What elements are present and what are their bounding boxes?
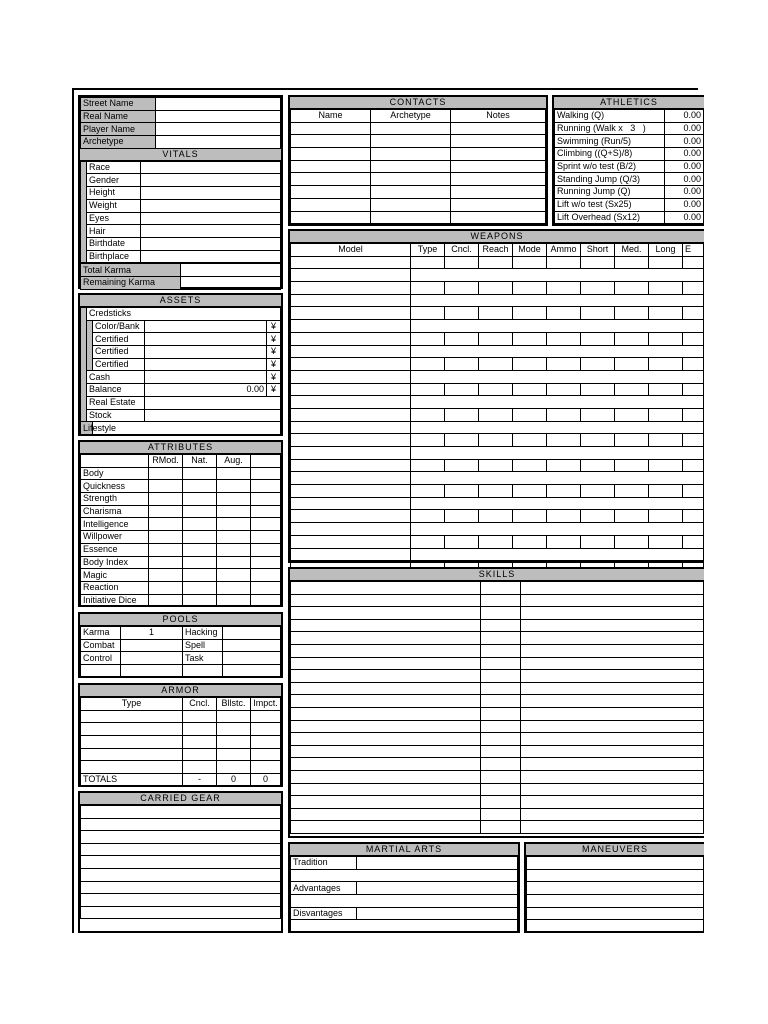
weapon-note[interactable] [291,497,411,510]
athletic-value: 0.00 [665,135,704,148]
maneuver-row[interactable] [527,857,704,870]
balance-value: 0.00 [145,384,267,397]
attr-col-header: RMod. [149,455,183,468]
yen-sign: ¥ [266,384,280,397]
weapons-col-header: Reach [479,244,513,257]
athletic-label: Standing Jump (Q/3) [555,173,665,186]
skill-row[interactable] [291,682,481,695]
stick-value[interactable] [145,346,267,359]
pool-label: Control [81,652,121,665]
assets-table [80,307,281,435]
player-name-field[interactable] [156,123,281,136]
running-label: Running (Walk x [557,123,623,134]
armor-panel [78,683,283,787]
athletic-value: 0.00 [665,148,704,161]
carried-gear-panel [78,791,283,933]
weapons-table [290,243,704,574]
gear-row[interactable] [81,856,281,869]
gear-row[interactable] [81,868,281,881]
skill-row[interactable] [291,607,481,620]
weapons-col-header: Type [411,244,445,257]
gear-row[interactable] [81,881,281,894]
armor-table [80,697,281,787]
pools-table [80,626,281,678]
carried-gear-table [80,805,281,919]
weapon-note[interactable] [291,320,411,333]
balance-label: Balance [87,384,145,397]
weapon-note[interactable] [291,421,411,434]
athletic-value: 0.00 [665,186,704,199]
weapon-row[interactable] [291,535,411,548]
skill-row[interactable] [291,783,481,796]
stick-label: Certified [93,346,145,359]
armor-row[interactable] [81,748,183,761]
contacts-col-header: Name [291,110,371,123]
athletic-value: 0.00 [665,198,704,211]
contact-row[interactable] [291,198,371,211]
armor-total-bllstc: 0 [217,774,251,787]
stick-label: Color/Bank [93,320,145,333]
skill-row[interactable] [291,695,481,708]
weapons-col-header: Mode [513,244,547,257]
weapons-col-header: Ammo [547,244,581,257]
athletic-value: 0.00 [665,173,704,186]
armor-header: ARMOR [80,685,281,697]
weapon-note[interactable] [291,472,411,485]
attr-label: Charisma [81,505,149,518]
armor-row[interactable] [81,723,183,736]
weapons-col-header: Long [649,244,683,257]
vital-label: Birthdate [87,237,141,250]
real-estate-field[interactable] [145,396,281,409]
identity-table [80,97,281,149]
pools-panel [78,612,283,678]
assets-panel [78,293,283,436]
armor-row[interactable] [81,736,183,749]
maneuver-row[interactable] [527,920,704,933]
stick-label: Certified [93,358,145,371]
weapon-note[interactable] [291,447,411,460]
pool-label: Spell [183,639,223,652]
athletics-header: ATHLETICS [554,97,704,109]
contact-row[interactable] [291,148,371,161]
vital-field[interactable] [141,250,281,263]
maneuvers-table [526,856,704,933]
gear-row[interactable] [81,843,281,856]
cash-label: Cash [87,371,145,384]
carried-gear-header: CARRIED GEAR [80,793,281,805]
running-multiplier[interactable]: 3 [630,123,636,134]
armor-row[interactable] [81,761,183,774]
maneuver-row[interactable] [527,882,704,895]
attributes-panel [78,440,283,607]
weapons-panel [288,229,704,563]
stock-label: Stock [87,409,145,422]
vital-label: Weight [87,199,141,212]
armor-col-header: Cncl. [183,698,217,711]
athletic-label: Running Jump (Q) [555,186,665,199]
real-name-field[interactable] [156,110,281,123]
weapon-note[interactable] [291,523,411,536]
cash-value[interactable] [145,371,267,384]
athletics-panel [552,95,704,226]
skill-row[interactable] [291,720,481,733]
attr-label: Quickness [81,480,149,493]
weapons-header: WEAPONS [290,231,704,243]
skills-table [290,581,704,834]
karma-label: Total Karma [81,264,181,277]
gear-row[interactable] [81,818,281,831]
identity-vitals-panel [78,95,283,289]
weapon-note[interactable] [291,370,411,383]
athletic-value: 0.00 [665,122,704,135]
weapons-col-header: Cncl. [445,244,479,257]
athletic-value: 0.00 [665,211,704,224]
armor-row[interactable] [81,710,183,723]
skill-row[interactable] [291,770,481,783]
armor-col-header: Type [81,698,183,711]
attr-label: Strength [81,493,149,506]
vital-label: Eyes [87,212,141,225]
athletics-table [554,109,704,224]
skill-row[interactable] [291,745,481,758]
skill-row[interactable] [291,594,481,607]
gear-row[interactable] [81,906,281,919]
yen-sign: ¥ [266,358,280,371]
contacts-table [290,109,546,224]
real-estate-label: Real Estate [87,396,145,409]
weapon-row[interactable] [291,408,411,421]
attributes-header: ATTRIBUTES [80,442,281,454]
attr-label: Intelligence [81,518,149,531]
contact-row[interactable] [291,186,371,199]
weapons-col-header: Model [291,244,411,257]
weapon-row[interactable] [291,256,411,269]
yen-sign: ¥ [266,333,280,346]
vital-field[interactable] [141,174,281,187]
page-left-rule [72,88,74,933]
yen-sign: ¥ [266,371,280,384]
skill-row[interactable] [291,619,481,632]
street-name-field[interactable] [156,98,281,111]
vitals-header: VITALS [80,149,281,161]
contact-row[interactable] [291,122,371,135]
contacts-header: CONTACTS [290,97,546,109]
maneuver-row[interactable] [527,869,704,882]
gear-row[interactable] [81,831,281,844]
athletic-label: Sprint w/o test (B/2) [555,160,665,173]
vital-field[interactable] [141,161,281,174]
vital-label: Gender [87,174,141,187]
contacts-col-header: Notes [451,110,546,123]
identity-label: Player Name [81,123,156,136]
weapon-row[interactable] [291,332,411,345]
martial-label: Disvantages [291,907,357,920]
vital-label: Height [87,187,141,200]
vital-field[interactable] [141,187,281,200]
vital-field[interactable] [141,237,281,250]
archetype-field[interactable] [156,136,281,149]
pool-label: Karma [81,627,121,640]
skill-row[interactable] [291,808,481,821]
stock-field[interactable] [145,409,281,422]
stick-label: Certified [93,333,145,346]
weapon-note[interactable] [291,345,411,358]
skill-row[interactable] [291,670,481,683]
lifestyle-field[interactable] [93,422,281,435]
contacts-panel [288,95,548,226]
yen-sign: ¥ [266,346,280,359]
attr-label: Magic [81,569,149,582]
athletic-label: Lift w/o test (Sx25) [555,198,665,211]
weapon-row[interactable] [291,459,411,472]
weapon-row[interactable] [291,383,411,396]
weapon-note[interactable] [291,396,411,409]
attr-label: Body [81,467,149,480]
weapon-row[interactable] [291,307,411,320]
identity-label: Real Name [81,110,156,123]
identity-label: Street Name [81,98,156,111]
weapon-note[interactable] [291,269,411,282]
athletic-label: Swimming (Run/5) [555,135,665,148]
credsticks-label: Credsticks [87,308,281,321]
attr-label: Body Index [81,556,149,569]
maneuvers-panel [524,842,704,933]
weapon-row[interactable] [291,510,411,523]
skill-row[interactable] [291,582,481,595]
stick-value[interactable] [145,333,267,346]
assets-header: ASSETS [80,295,281,307]
lifestyle-label: Lifestyle [81,422,93,435]
armor-col-header: Bllstc. [217,698,251,711]
skill-row[interactable] [291,821,481,834]
vitals-table [80,161,281,264]
contact-row[interactable] [291,135,371,148]
karma-label: Remaining Karma [81,276,181,289]
martial-label: Advantages [291,882,357,895]
vital-label: Race [87,161,141,174]
skill-row[interactable] [291,758,481,771]
athletic-value: 0.00 [665,160,704,173]
skill-row[interactable] [291,796,481,809]
pool-value[interactable]: 1 [121,627,183,640]
attr-label: Reaction [81,581,149,594]
advantages-field[interactable] [357,882,518,895]
maneuver-row[interactable] [527,907,704,920]
gear-row[interactable] [81,806,281,819]
armor-total-cncl: - [183,774,217,787]
remaining-karma-field[interactable] [181,276,281,289]
karma-table [80,263,281,289]
armor-total-impct: 0 [251,774,281,787]
martial-arts-header: MARTIAL ARTS [290,844,518,856]
stick-value[interactable] [145,358,267,371]
maneuvers-header: MANEUVERS [526,844,704,856]
attr-label: Initiative Dice [81,594,149,607]
weapons-col-header: E [683,244,704,257]
athletic-label: Walking (Q) [555,110,665,123]
weapon-row[interactable] [291,358,411,371]
athletic-label [555,122,665,135]
armor-col-header: Impct. [251,698,281,711]
yen-sign: ¥ [266,320,280,333]
contact-row[interactable] [291,173,371,186]
athletic-label: Lift Overhead (Sx12) [555,211,665,224]
weapon-row[interactable] [291,485,411,498]
pool-value[interactable] [121,652,183,665]
skill-row[interactable] [291,644,481,657]
athletic-value: 0.00 [665,110,704,123]
skills-header: SKILLS [290,569,704,581]
vital-label: Birthplace [87,250,141,263]
vital-field[interactable] [141,199,281,212]
attr-label: Willpower [81,531,149,544]
martial-arts-panel [288,842,520,933]
weapon-row[interactable] [291,282,411,295]
page-top-rule [72,88,698,90]
martial-arts-table [290,856,518,933]
weapons-col-header: Med. [615,244,649,257]
contact-row[interactable] [291,211,371,224]
vital-field[interactable] [141,225,281,238]
disvantages-field[interactable] [357,907,518,920]
vital-label: Hair [87,225,141,238]
tradition-field[interactable] [357,857,518,870]
contacts-col-header: Archetype [371,110,451,123]
skill-row[interactable] [291,632,481,645]
weapon-note[interactable] [291,294,411,307]
stick-value[interactable] [145,320,267,333]
pool-value[interactable] [121,639,183,652]
skill-row[interactable] [291,707,481,720]
skill-row[interactable] [291,657,481,670]
vital-field[interactable] [141,212,281,225]
identity-label: Archetype [81,136,156,149]
pool-label: Combat [81,639,121,652]
weapon-row[interactable] [291,434,411,447]
attr-col-header: Nat. [183,455,217,468]
total-karma-field[interactable] [181,264,281,277]
armor-totals-label: TOTALS [81,774,183,787]
contact-row[interactable] [291,160,371,173]
weapons-col-header: Short [581,244,615,257]
weapon-note[interactable] [291,548,411,561]
athletic-label: Climbing ((Q+S)/8) [555,148,665,161]
pools-header: POOLS [80,614,281,626]
skill-row[interactable] [291,733,481,746]
pool-label: Task [183,652,223,665]
maneuver-row[interactable] [527,895,704,908]
gear-row[interactable] [81,894,281,907]
running-close: ) [642,123,646,134]
attributes-table [80,454,281,607]
attr-col-header: Aug. [217,455,251,468]
martial-label: Tradition [291,857,357,870]
pool-label: Hacking [183,627,223,640]
attr-label: Essence [81,543,149,556]
skills-panel [288,567,704,838]
